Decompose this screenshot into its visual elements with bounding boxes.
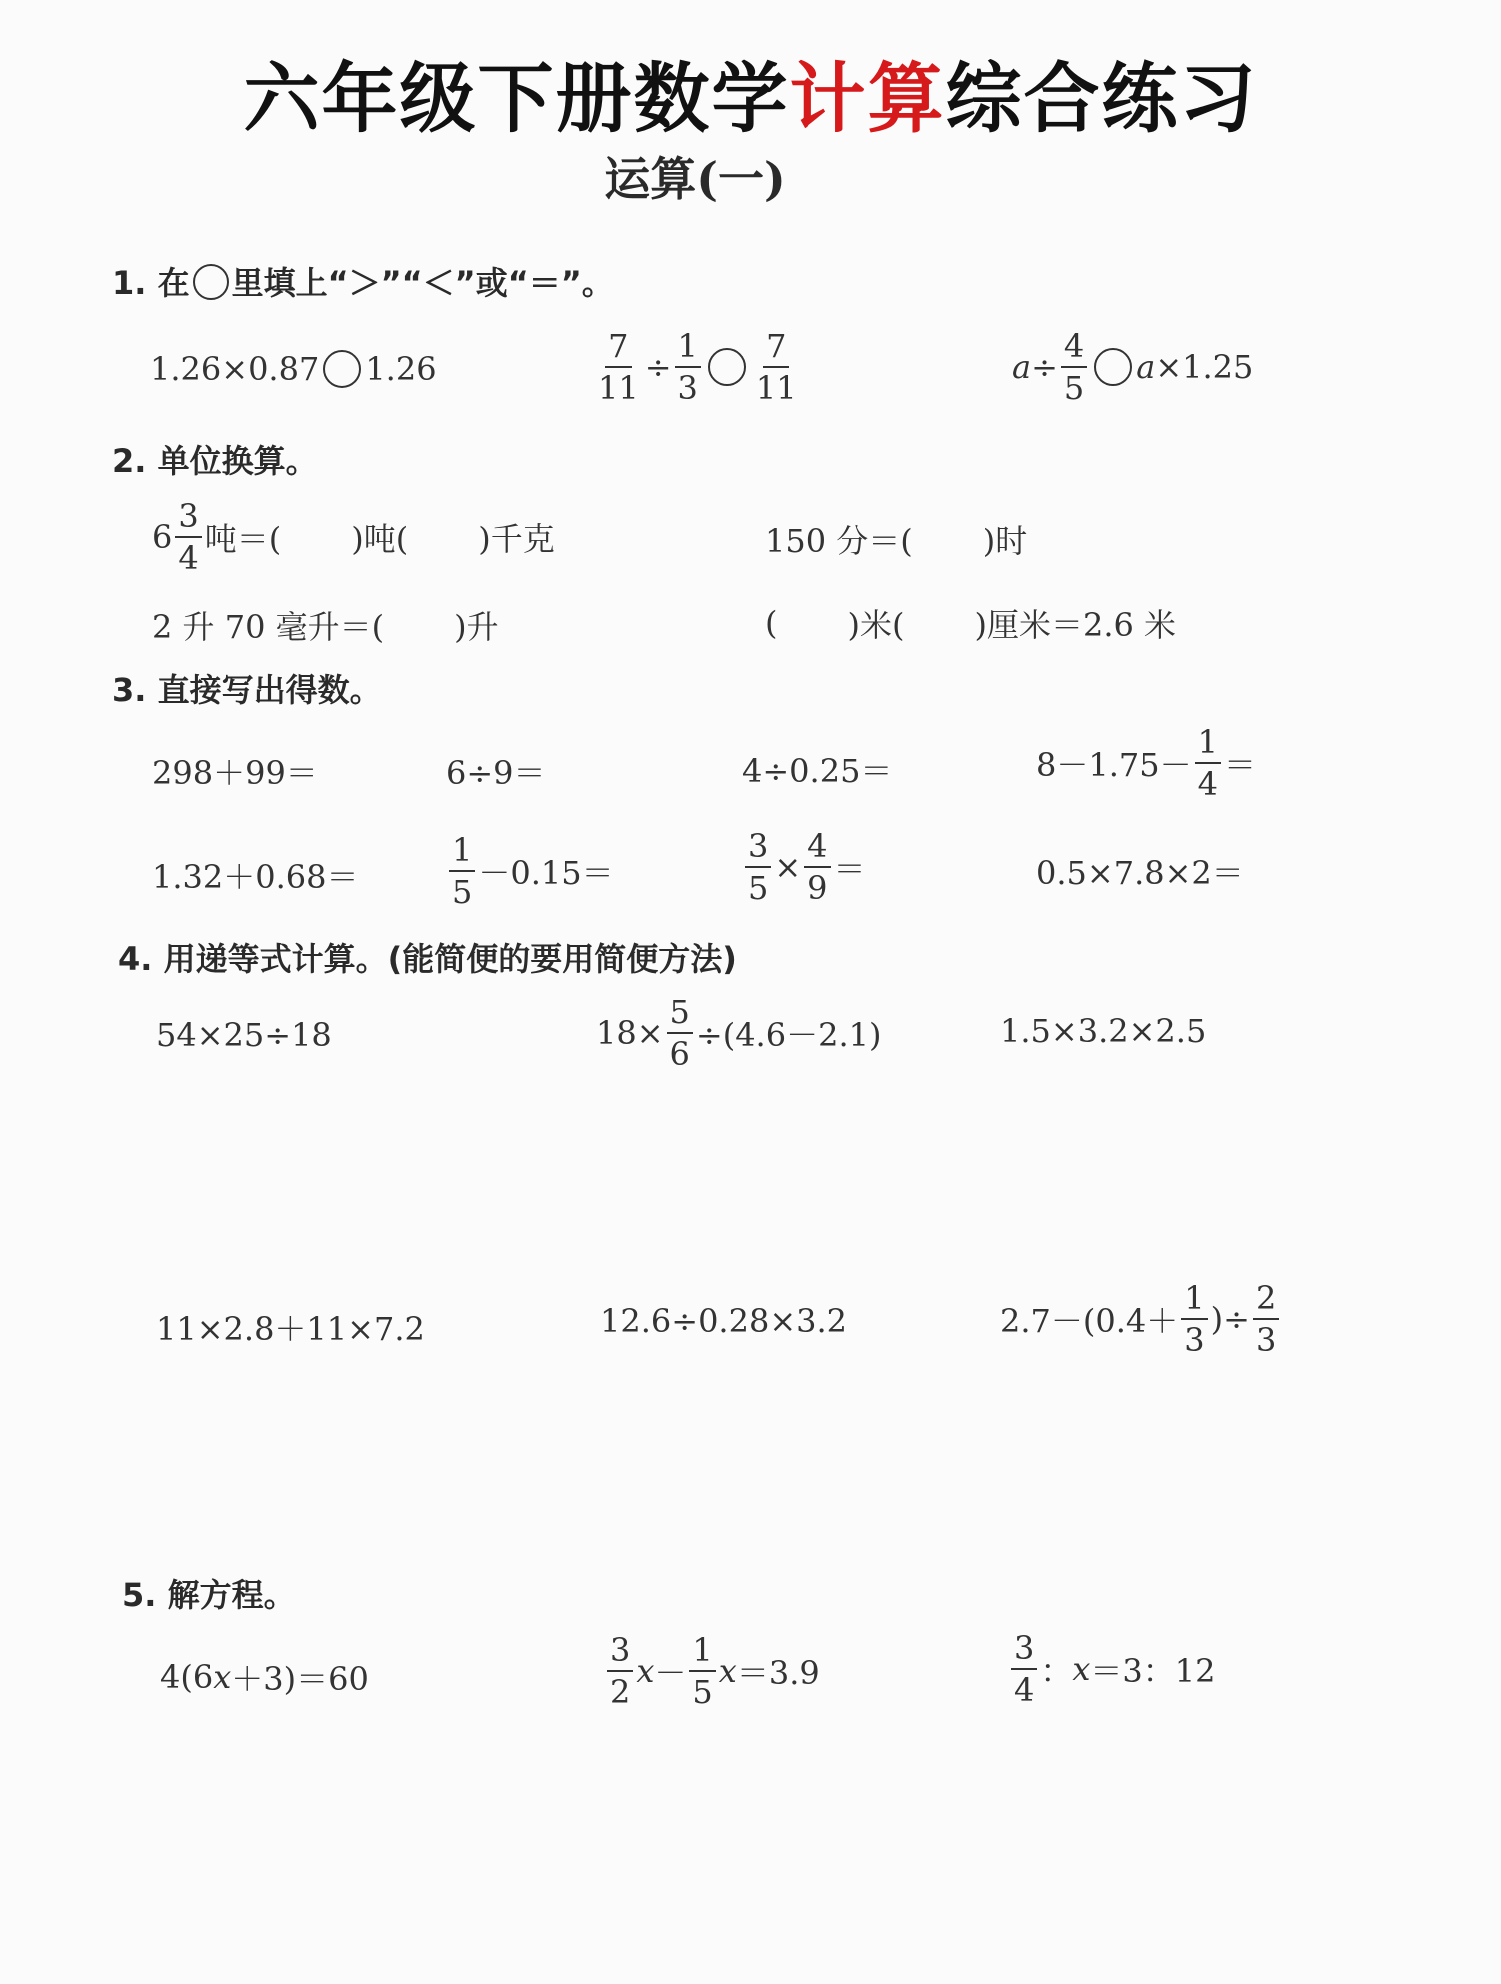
denominator: 4 [1014,1671,1035,1709]
text: ＋3)＝60 [231,1660,369,1698]
q1-expr-3 [1012,327,1254,407]
title-part3: 综合练习 [945,54,1258,143]
q3-b1: 1.32＋0.68＝ [152,858,359,896]
text: )升 [454,608,499,646]
operator: ÷ [1031,348,1058,386]
colon: ： [1040,1652,1073,1690]
fraction [1195,723,1221,803]
q3-heading: 3. 直接写出得数。 [112,671,382,709]
q4-a3: 1.5×3.2×2.5 [1000,1012,1207,1050]
fraction [1061,327,1087,407]
text: 4(6 [160,1658,214,1696]
fraction [667,993,693,1073]
text: 150 分＝( [765,522,913,560]
q1-expr-1 [150,350,437,388]
text: ÷(4.6－2.1) [695,1016,882,1054]
denominator: 2 [610,1673,631,1711]
q5-e2 [604,1631,820,1711]
q4-b2: 12.6÷0.28×3.2 [600,1302,848,1340]
variable: a [1012,348,1032,386]
variable: x [636,1652,655,1690]
numerator: 3 [175,500,201,538]
numerator: 1 [1181,1282,1207,1320]
q4-a2 [596,993,882,1073]
fraction [449,831,475,911]
answer-circle[interactable] [323,350,361,388]
text: ＝ [1223,746,1256,784]
circle-icon [193,264,229,300]
text: 2 升 70 毫升＝( [152,608,385,646]
text: －0.15＝ [478,854,614,892]
q1-heading [112,258,614,304]
text: 吨＝( [204,520,282,558]
q3-b2 [446,831,614,911]
denominator: 11 [598,369,639,407]
q4-b1: 11×2.8＋11×7.2 [156,1310,425,1348]
section-subtitle: 运算(一) [604,152,786,206]
q1-expr-2 [592,327,803,407]
numerator: 1 [449,834,475,872]
q3-a2: 6÷9＝ [446,754,546,792]
fraction [745,827,771,907]
q2-conv-1 [152,497,555,577]
q5-e1 [160,1654,369,1700]
operator: × [774,848,802,886]
denominator: 9 [807,869,828,907]
numerator: 3 [607,1634,633,1672]
denominator: 6 [669,1035,690,1073]
denominator: 5 [452,873,473,911]
fraction [689,1631,715,1711]
q4-b3 [1000,1279,1282,1359]
q2-heading: 2. 单位换算。 [112,442,318,480]
title-part1: 六年级下册数学 [243,54,790,143]
fraction [753,327,800,407]
q2-conv-2 [765,516,1027,562]
text: ( [765,604,778,642]
numerator: 5 [667,996,693,1034]
denominator: 3 [1184,1321,1205,1359]
numerator: 1 [675,330,701,368]
text: 18× [596,1014,664,1052]
q3-b3 [742,827,866,907]
denominator: 3 [677,369,698,407]
numerator: 1 [1195,726,1221,764]
denominator: 5 [1063,369,1085,407]
q3-a1: 298＋99＝ [152,754,318,792]
denominator: 5 [748,869,769,907]
numerator: 2 [1253,1282,1279,1320]
text: 8－1.75－ [1036,746,1192,784]
fraction [175,497,201,577]
text: )米( [847,606,905,644]
page-title [0,38,1501,147]
fraction [607,1631,633,1711]
text: ＝3.9 [736,1654,820,1692]
numerator: 7 [763,330,789,368]
numerator: 7 [605,330,631,368]
denominator: 5 [692,1673,713,1711]
operator: ÷ [644,348,672,386]
text: )厘米＝2.6 米 [974,606,1177,644]
variable: a [1136,348,1156,386]
numerator: 4 [804,830,830,868]
text: ＝ [833,850,866,888]
fraction [1253,1279,1279,1359]
answer-circle[interactable] [708,348,746,386]
q5-heading: 5. 解方程。 [122,1576,296,1614]
numerator: 1 [689,1634,715,1672]
answer-circle[interactable] [1094,348,1132,386]
q4-heading: 4. 用递等式计算。(能简便的要用简便方法) [118,940,737,978]
q1-head-b: 里填上“＞”“＜”或“＝”。 [231,264,614,302]
title-highlight: 计算 [789,54,946,143]
denominator: 3 [1255,1321,1277,1359]
denominator: 4 [178,539,199,577]
whole-number: 6 [152,518,173,556]
q1-head-a: 1. 在 [112,264,190,302]
operator: － [654,1654,687,1692]
q2-conv-3 [152,602,499,648]
fraction [675,327,701,407]
q5-e3 [1008,1629,1216,1709]
q3-a3: 4÷0.25＝ [742,752,893,790]
variable: x [1072,1650,1091,1688]
denominator: 11 [755,369,797,407]
text: )时 [982,522,1028,560]
text: )÷ [1210,1300,1250,1338]
numerator: 4 [1061,330,1087,368]
text: 2.7－(0.4＋ [1000,1302,1179,1340]
variable: x [718,1652,737,1690]
fraction [1181,1279,1207,1359]
q2-conv-4 [765,600,1176,646]
q3-a4 [1036,723,1256,803]
q1-e1-left: 1.26×0.87 [150,350,320,388]
q3-b4: 0.5×7.8×2＝ [1036,854,1244,892]
numerator: 3 [745,830,771,868]
fraction [804,827,830,907]
text: )吨( [351,520,409,558]
denominator: 4 [1197,765,1218,803]
q4-a1: 54×25÷18 [156,1016,332,1054]
q1-e1-right: 1.26 [365,350,437,388]
fraction [595,327,642,407]
variable: x [213,1658,232,1696]
q1-e3-right: ×1.25 [1155,348,1254,386]
text: ＝3：12 [1090,1652,1216,1690]
numerator: 3 [1011,1632,1037,1670]
text: )千克 [478,520,555,558]
fraction [1011,1629,1037,1709]
